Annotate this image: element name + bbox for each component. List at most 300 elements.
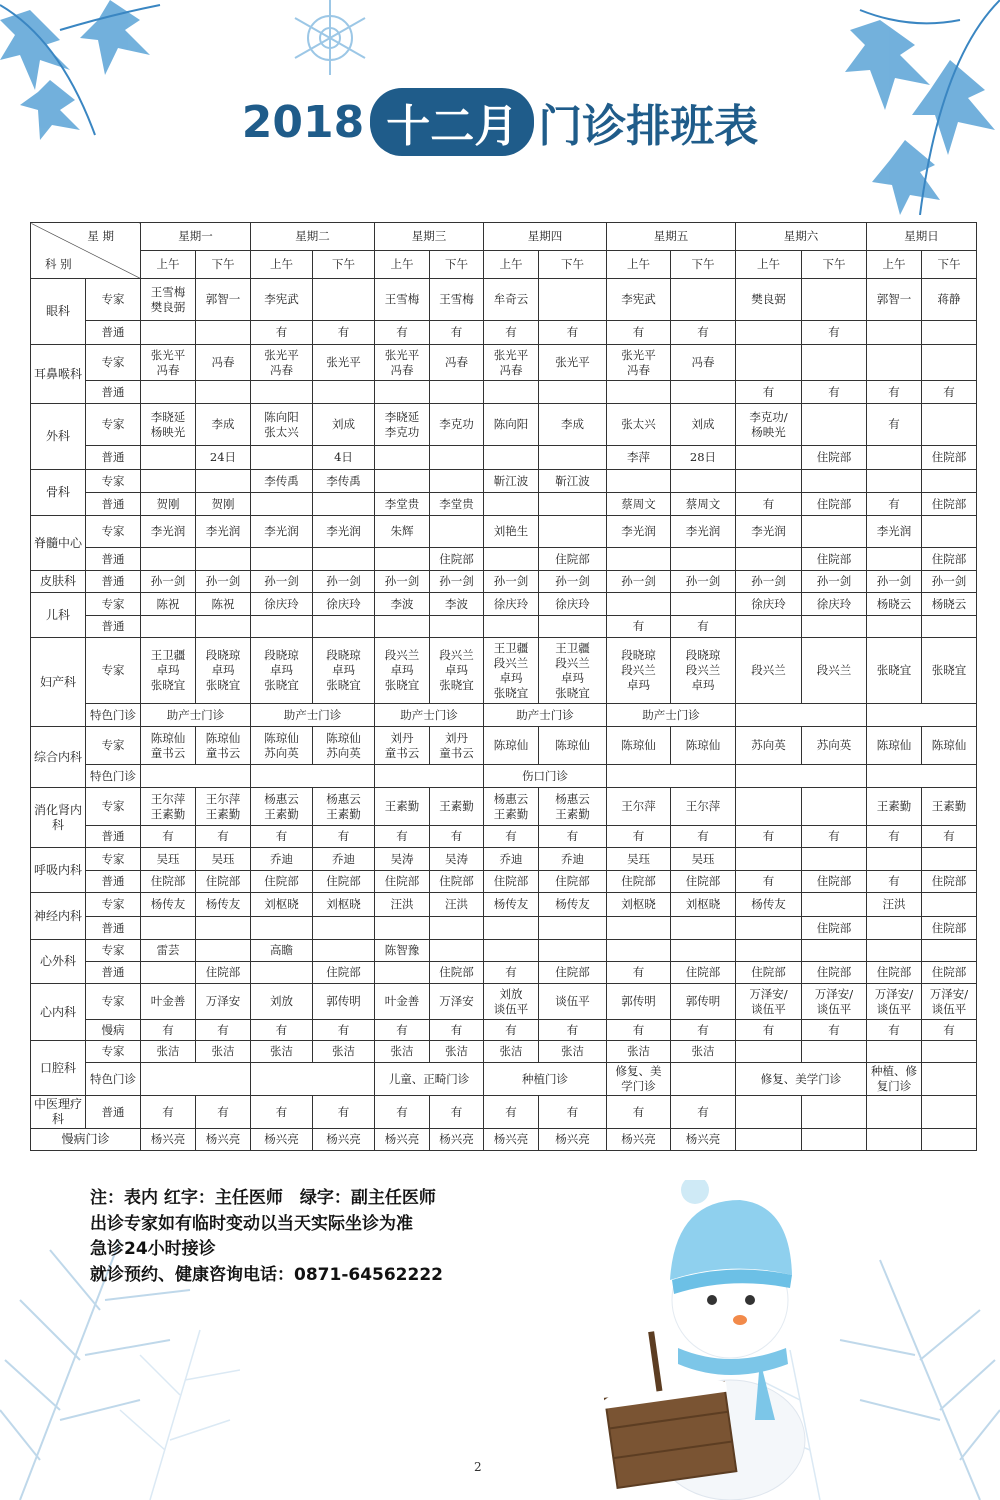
schedule-cell: 有 (736, 1020, 802, 1041)
schedule-cell (251, 548, 313, 571)
schedule-cell (867, 321, 922, 345)
clinic-type-label: 普通 (86, 381, 141, 404)
schedule-cell: 李波 (430, 593, 484, 616)
schedule-cell: 陈琼仙 (484, 727, 539, 765)
schedule-cell: 徐庆玲 (539, 593, 607, 616)
schedule-cell (141, 548, 196, 571)
schedule-cell: 住院部 (196, 962, 251, 984)
schedule-cell: 有 (539, 1020, 607, 1041)
schedule-cell: 刘枢晓 (671, 893, 736, 917)
schedule-cell (867, 765, 977, 788)
schedule-cell (802, 616, 867, 638)
schedule-cell: 刘放 谈伍平 (484, 984, 539, 1020)
schedule-cell: 住院部 (922, 871, 977, 893)
schedule-cell (607, 548, 671, 571)
schedule-cell (539, 616, 607, 638)
schedule-cell (802, 404, 867, 446)
schedule-cell (539, 381, 607, 404)
schedule-cell (251, 765, 375, 788)
schedule-cell: 住院部 (922, 493, 977, 516)
schedule-cell (802, 279, 867, 321)
schedule-cell: 万泽安 (196, 984, 251, 1020)
schedule-cell (867, 940, 922, 962)
table-row (31, 893, 977, 917)
schedule-cell: 住院部 (671, 871, 736, 893)
schedule-cell: 张光平 冯春 (375, 345, 430, 381)
schedule-cell: 修复、美学门诊 (736, 1063, 867, 1096)
schedule-cell: 有 (867, 404, 922, 446)
schedule-cell (251, 616, 313, 638)
clinic-type-label: 专家 (86, 984, 141, 1020)
schedule-cell: 郭传明 (313, 984, 375, 1020)
table-row (31, 404, 977, 446)
schedule-cell: 张洁 (484, 1041, 539, 1063)
title-year: 2018 (241, 96, 365, 148)
schedule-cell (313, 548, 375, 571)
clinic-type-label: 专家 (86, 727, 141, 765)
schedule-cell (313, 940, 375, 962)
schedule-cell: 张光平 冯春 (251, 345, 313, 381)
day-header: 星期五 (607, 223, 736, 251)
schedule-cell (196, 548, 251, 571)
schedule-cell: 有 (607, 962, 671, 984)
clinic-type-label: 普通 (86, 962, 141, 984)
schedule-cell (922, 404, 977, 446)
schedule-cell (671, 279, 736, 321)
schedule-cell: 李克功 (430, 404, 484, 446)
schedule-cell: 冯春 (430, 345, 484, 381)
schedule-cell: 有 (736, 826, 802, 848)
schedule-cell: 杨传友 (141, 893, 196, 917)
schedule-cell: 有 (922, 826, 977, 848)
schedule-cell (607, 470, 671, 493)
schedule-cell (802, 940, 867, 962)
schedule-cell (736, 940, 802, 962)
table-row (31, 848, 977, 871)
schedule-cell: 助产士门诊 (251, 704, 375, 727)
schedule-cell (736, 1129, 802, 1151)
schedule-cell: 有 (430, 321, 484, 345)
schedule-cell: 万泽安/ 谈伍平 (802, 984, 867, 1020)
clinic-type-label: 专家 (86, 940, 141, 962)
schedule-cell: 杨兴亮 (484, 1129, 539, 1151)
day-header: 星期三 (375, 223, 484, 251)
schedule-cell (141, 616, 196, 638)
schedule-cell (736, 788, 802, 826)
schedule-cell: 有 (607, 1020, 671, 1041)
schedule-cell: 万泽安/ 谈伍平 (867, 984, 922, 1020)
schedule-cell: 有 (539, 826, 607, 848)
schedule-cell: 住院部 (196, 871, 251, 893)
schedule-cell (430, 940, 484, 962)
schedule-cell: 助产士门诊 (375, 704, 484, 727)
department-name: 神经内科 (31, 893, 86, 940)
schedule-cell: 住院部 (430, 962, 484, 984)
schedule-cell: 有 (141, 826, 196, 848)
clinic-type-label: 普通 (86, 917, 141, 940)
schedule-cell: 张晓宜 (867, 638, 922, 704)
note-line: 注：表内 红字：主任医师 绿字：副主任医师 (90, 1188, 436, 1208)
table-row (31, 593, 977, 616)
period-am-header: 上午 (141, 251, 196, 279)
schedule-cell: 蔡周文 (671, 493, 736, 516)
schedule-cell (922, 1129, 977, 1151)
schedule-cell: 段兴兰 (802, 638, 867, 704)
schedule-cell: 杨兴亮 (375, 1129, 430, 1151)
schedule-cell: 孙一剑 (922, 571, 977, 593)
table-row (31, 345, 977, 381)
schedule-cell: 李堂贵 (430, 493, 484, 516)
schedule-cell: 贺刚 (141, 493, 196, 516)
schedule-cell: 王尔萍 (607, 788, 671, 826)
schedule-cell (671, 1063, 736, 1096)
schedule-cell: 乔迪 (539, 848, 607, 871)
schedule-cell: 杨传友 (484, 893, 539, 917)
clinic-type-label: 普通 (86, 493, 141, 516)
schedule-cell (484, 616, 539, 638)
schedule-cell: 吴珏 (671, 848, 736, 871)
schedule-cell: 徐庆玲 (313, 593, 375, 616)
schedule-cell (867, 1041, 922, 1063)
schedule-cell (141, 381, 196, 404)
schedule-cell: 有 (671, 826, 736, 848)
schedule-cell: 叶金善 (141, 984, 196, 1020)
clinic-type-label: 普通 (86, 446, 141, 470)
department-label: 科 别 (45, 257, 72, 271)
schedule-cell (196, 616, 251, 638)
schedule-cell: 有 (671, 1020, 736, 1041)
schedule-cell: 杨传友 (539, 893, 607, 917)
schedule-cell (484, 493, 539, 516)
schedule-cell: 蔡周文 (607, 493, 671, 516)
schedule-cell: 住院部 (922, 446, 977, 470)
schedule-cell: 段兴兰 卓玛 张晓宜 (375, 638, 430, 704)
schedule-cell (922, 345, 977, 381)
schedule-cell: 陈琼仙 童书云 (141, 727, 196, 765)
day-header: 星期日 (867, 223, 977, 251)
period-am-header: 上午 (607, 251, 671, 279)
schedule-cell: 王雪梅 (430, 279, 484, 321)
schedule-cell: 吴涛 (430, 848, 484, 871)
schedule-cell: 有 (922, 381, 977, 404)
schedule-cell (922, 940, 977, 962)
schedule-cell: 有 (607, 826, 671, 848)
schedule-cell: 有 (251, 1020, 313, 1041)
schedule-cell: 有 (375, 1096, 430, 1129)
schedule-cell (736, 917, 802, 940)
schedule-cell: 有 (867, 826, 922, 848)
schedule-cell (375, 917, 430, 940)
schedule-cell: 有 (430, 826, 484, 848)
table-row (31, 984, 977, 1020)
schedule-cell: 住院部 (736, 962, 802, 984)
schedule-cell (375, 381, 430, 404)
schedule-cell (430, 516, 484, 548)
table-row (31, 571, 977, 593)
table-row (31, 321, 977, 345)
schedule-cell (736, 1096, 802, 1129)
schedule-cell: 杨晓云 (867, 593, 922, 616)
period-am-header: 上午 (867, 251, 922, 279)
schedule-cell: 孙一剑 (375, 571, 430, 593)
schedule-cell (539, 493, 607, 516)
period-am-header: 上午 (251, 251, 313, 279)
schedule-cell (484, 940, 539, 962)
schedule-cell: 有 (430, 1020, 484, 1041)
clinic-type-label: 普通 (86, 826, 141, 848)
table-row (31, 616, 977, 638)
schedule-cell: 李光润 (313, 516, 375, 548)
schedule-cell: 张洁 (607, 1041, 671, 1063)
schedule-cell: 刘丹 童书云 (375, 727, 430, 765)
schedule-cell (251, 381, 313, 404)
schedule-cell: 张太兴 (607, 404, 671, 446)
schedule-cell: 住院部 (802, 962, 867, 984)
schedule-cell (736, 470, 802, 493)
department-name: 呼吸内科 (31, 848, 86, 893)
department-name: 儿科 (31, 593, 86, 638)
schedule-cell: 有 (671, 616, 736, 638)
schedule-cell: 有 (313, 321, 375, 345)
schedule-cell: 张光平 冯春 (607, 345, 671, 381)
clinic-type-label: 专家 (86, 1041, 141, 1063)
schedule-cell: 有 (251, 1096, 313, 1129)
table-row (31, 1129, 977, 1151)
schedule-cell (671, 548, 736, 571)
schedule-cell: 杨兴亮 (313, 1129, 375, 1151)
schedule-cell: 住院部 (313, 962, 375, 984)
schedule-cell (539, 516, 607, 548)
schedule-cell: 乔迪 (313, 848, 375, 871)
schedule-cell: 叶金善 (375, 984, 430, 1020)
schedule-cell: 孙一剑 (141, 571, 196, 593)
table-row (31, 917, 977, 940)
department-name: 心外科 (31, 940, 86, 984)
schedule-cell (375, 765, 484, 788)
schedule-cell (430, 917, 484, 940)
schedule-cell: 王卫疆 段兴兰 卓玛 张晓宜 (539, 638, 607, 704)
schedule-cell (484, 381, 539, 404)
schedule-cell: 贺刚 (196, 493, 251, 516)
schedule-cell: 郭传明 (607, 984, 671, 1020)
schedule-cell: 有 (375, 826, 430, 848)
schedule-cell: 有 (607, 616, 671, 638)
schedule-cell: 李晓延 杨映光 (141, 404, 196, 446)
schedule-cell: 汪洪 (430, 893, 484, 917)
schedule-cell: 孙一剑 (313, 571, 375, 593)
department-name: 妇产科 (31, 638, 86, 727)
schedule-cell: 王尔萍 王素勤 (196, 788, 251, 826)
schedule-cell: 牟奇云 (484, 279, 539, 321)
department-name: 综合内科 (31, 727, 86, 788)
department-name: 骨科 (31, 470, 86, 516)
schedule-cell: 住院部 (922, 962, 977, 984)
schedule-cell (867, 704, 977, 727)
schedule-cell: 4日 (313, 446, 375, 470)
schedule-cell (313, 493, 375, 516)
schedule-cell (867, 345, 922, 381)
schedule-cell (484, 446, 539, 470)
weekday-label: 星 期 (87, 229, 114, 243)
note-line: 急诊24小时接诊 (90, 1239, 216, 1259)
schedule-cell: 修复、美 学门诊 (607, 1063, 671, 1096)
schedule-cell: 朱辉 (375, 516, 430, 548)
schedule-cell: 有 (867, 1020, 922, 1041)
schedule-cell (141, 321, 196, 345)
schedule-cell (867, 616, 922, 638)
schedule-cell: 张光平 (313, 345, 375, 381)
schedule-cell: 有 (196, 826, 251, 848)
schedule-cell (671, 470, 736, 493)
schedule-cell: 张光平 冯春 (484, 345, 539, 381)
schedule-cell: 段兴兰 卓玛 张晓宜 (430, 638, 484, 704)
schedule-cell: 段兴兰 (736, 638, 802, 704)
schedule-cell (802, 470, 867, 493)
table-row (31, 962, 977, 984)
schedule-cell: 吴珏 (607, 848, 671, 871)
department-name: 脊髓中心 (31, 516, 86, 571)
period-pm-header: 下午 (196, 251, 251, 279)
department-name: 口腔科 (31, 1041, 86, 1096)
schedule-cell (141, 470, 196, 493)
schedule-cell: 张洁 (539, 1041, 607, 1063)
schedule-cell (922, 1041, 977, 1063)
schedule-cell (736, 548, 802, 571)
corner-header-cell (31, 223, 141, 279)
schedule-cell (736, 345, 802, 381)
title-month: 十二月 (370, 88, 534, 156)
department-name: 外科 (31, 404, 86, 470)
schedule-cell: 杨惠云 王素勤 (539, 788, 607, 826)
schedule-cell: 住院部 (802, 871, 867, 893)
schedule-cell: 王卫疆 段兴兰 卓玛 张晓宜 (484, 638, 539, 704)
schedule-cell (671, 940, 736, 962)
schedule-cell (539, 917, 607, 940)
note-line: 就诊预约、健康咨询电话：0871-64562222 (90, 1264, 443, 1285)
schedule-cell: 徐庆玲 (736, 593, 802, 616)
schedule-cell: 谈伍平 (539, 984, 607, 1020)
schedule-cell (922, 1096, 977, 1129)
day-header: 星期六 (736, 223, 867, 251)
schedule-cell: 有 (607, 1096, 671, 1129)
schedule-cell: 住院部 (141, 871, 196, 893)
schedule-cell: 冯春 (671, 345, 736, 381)
schedule-cell (736, 1041, 802, 1063)
schedule-cell: 住院部 (375, 871, 430, 893)
schedule-cell: 李传禹 (251, 470, 313, 493)
schedule-cell: 杨兴亮 (141, 1129, 196, 1151)
schedule-cell (867, 446, 922, 470)
schedule-cell (141, 1063, 251, 1096)
schedule-cell: 种植、修 复门诊 (867, 1063, 922, 1096)
schedule-cell (484, 917, 539, 940)
schedule-cell: 住院部 (802, 548, 867, 571)
clinic-type-label: 普通 (86, 616, 141, 638)
schedule-cell (430, 470, 484, 493)
schedule-cell: 李光润 (736, 516, 802, 548)
schedule-cell: 有 (671, 1096, 736, 1129)
schedule-cell: 王雪梅 樊良弼 (141, 279, 196, 321)
schedule-cell: 陈琼仙 (867, 727, 922, 765)
schedule-cell: 徐庆玲 (251, 593, 313, 616)
day-header: 星期二 (251, 223, 375, 251)
clinic-type-label: 专家 (86, 593, 141, 616)
schedule-cell: 有 (430, 1096, 484, 1129)
schedule-cell: 陈琼仙 苏向英 (313, 727, 375, 765)
table-row (31, 940, 977, 962)
schedule-cell: 张洁 (251, 1041, 313, 1063)
schedule-cell: 住院部 (607, 871, 671, 893)
schedule-cell: 儿童、正畸门诊 (375, 1063, 484, 1096)
schedule-cell: 陈向阳 (484, 404, 539, 446)
table-row (31, 470, 977, 493)
schedule-cell (430, 446, 484, 470)
schedule-cell: 李萍 (607, 446, 671, 470)
schedule-cell (375, 616, 430, 638)
schedule-cell (671, 381, 736, 404)
schedule-cell: 杨兴亮 (251, 1129, 313, 1151)
schedule-cell: 陈向阳 张太兴 (251, 404, 313, 446)
schedule-cell: 住院部 (251, 871, 313, 893)
schedule-cell: 有 (736, 871, 802, 893)
schedule-cell (802, 1129, 867, 1151)
schedule-cell (802, 893, 867, 917)
schedule-cell: 吴珏 (141, 848, 196, 871)
schedule-cell: 杨传友 (196, 893, 251, 917)
schedule-cell: 郭传明 (671, 984, 736, 1020)
schedule-cell: 有 (922, 1020, 977, 1041)
schedule-cell (430, 381, 484, 404)
schedule-cell: 徐庆玲 (484, 593, 539, 616)
schedule-cell: 刘成 (313, 404, 375, 446)
schedule-cell: 孙一剑 (736, 571, 802, 593)
schedule-cell (375, 446, 430, 470)
schedule-cell: 李成 (196, 404, 251, 446)
schedule-cell (671, 593, 736, 616)
schedule-cell: 张洁 (671, 1041, 736, 1063)
schedule-cell: 王素勤 (375, 788, 430, 826)
clinic-type-label: 专家 (86, 404, 141, 446)
schedule-cell: 段晓琼 卓玛 张晓宜 (196, 638, 251, 704)
schedule-cell: 孙一剑 (671, 571, 736, 593)
schedule-cell: 有 (484, 1020, 539, 1041)
table-row (31, 1096, 977, 1129)
schedule-cell: 张晓宜 (922, 638, 977, 704)
schedule-cell: 段晓琼 段兴兰 卓玛 (607, 638, 671, 704)
schedule-cell: 住院部 (802, 493, 867, 516)
schedule-cell: 住院部 (539, 548, 607, 571)
schedule-cell: 有 (802, 826, 867, 848)
schedule-cell (196, 940, 251, 962)
schedule-cell (922, 893, 977, 917)
schedule-cell: 张洁 (375, 1041, 430, 1063)
schedule-cell: 李光润 (867, 516, 922, 548)
clinic-type-label: 普通 (86, 571, 141, 593)
department-name: 皮肤科 (31, 571, 86, 593)
period-pm-header: 下午 (671, 251, 736, 279)
schedule-cell: 杨兴亮 (607, 1129, 671, 1151)
schedule-cell: 靳江波 (539, 470, 607, 493)
schedule-cell: 助产士门诊 (484, 704, 607, 727)
schedule-cell: 陈琼仙 童书云 (196, 727, 251, 765)
schedule-cell: 住院部 (430, 871, 484, 893)
schedule-cell: 孙一剑 (802, 571, 867, 593)
department-name: 心内科 (31, 984, 86, 1041)
schedule-cell: 有 (313, 826, 375, 848)
schedule-cell (313, 381, 375, 404)
schedule-cell: 有 (141, 1096, 196, 1129)
schedule-cell (922, 516, 977, 548)
